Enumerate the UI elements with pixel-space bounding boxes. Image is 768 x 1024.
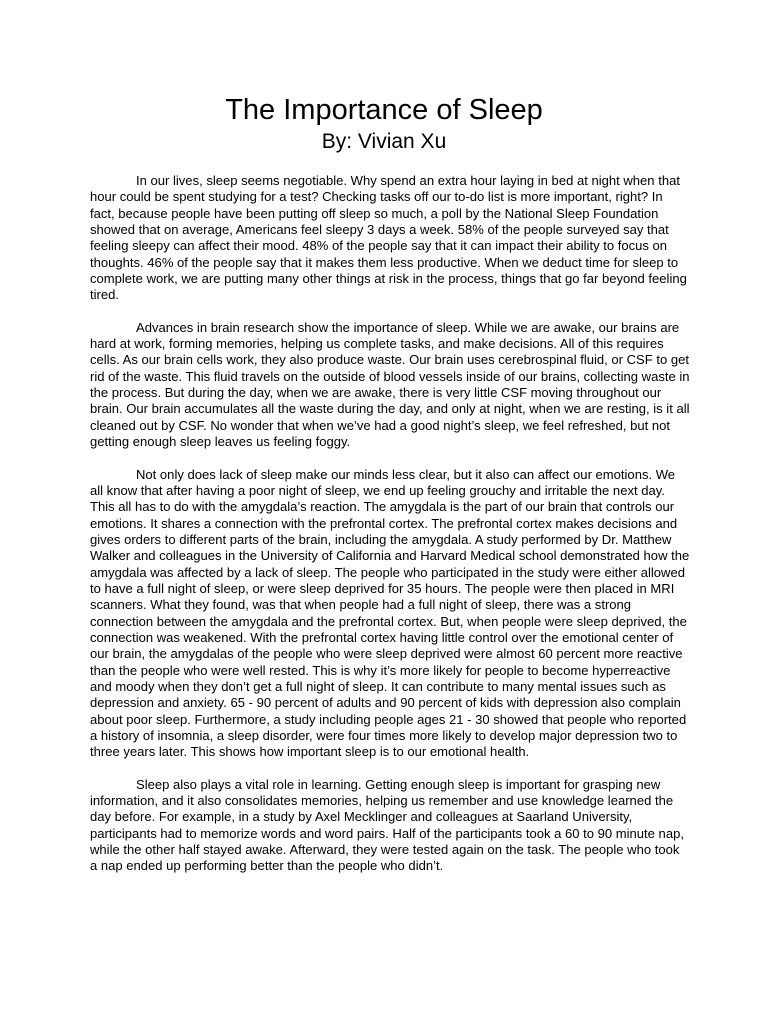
paragraph-intro: In our lives, sleep seems negotiable. Why spend an extra hour laying in bed at night when that hour could be spent studying for a test? Checking tasks off our to-do list is more important, right? In fact, because people have been putting off sleep so much, a poll by the National Sleep Foundation showed that on average, Americans feel sleepy 3 days a week. 58% of the people surveyed say that feeling sleepy can affect their mood. 48% of the people say that it can impact their ability to focus on thoughts. 46% of the people say that it makes them less productive. When we deduct time for sleep to complete work, we are putting many other things at risk in the process, things that go far beyond feeling tired. [90, 173, 687, 303]
document-body [90, 173, 690, 891]
document-author: By: Vivian Xu [321, 130, 447, 153]
paragraph-emotions: Not only does lack of sleep make our minds less clear, but it also can affect our emotions. We all know that after having a poor night of sleep, we end up feeling grouchy and irritable the next day. This all has to do with the amygdala’s reaction. The amygdala is the part of our brain that controls our emotions. It shares a connection with the prefrontal cortex. The prefrontal cortex makes decisions and gives orders to different parts of the brain, including the amygdala. A study performed by Dr. Matthew Walker and colleagues in the University of California and Harvard Medical school demonstrated how the amygdala was affected by a lack of sleep. The people who participated in the study were either allowed to have a full night of sleep, or were sleep deprived for 35 hours. The people were then placed in MRI scanners. What they found, was that when people had a full night of sleep, there was a strong connection between the amygdala and the prefrontal cortex. But, when people were sleep deprived, the connection was weakened. With the prefrontal cortex having little control over the emotional center of our brain, the amygdalas of the people who were sleep deprived were almost 60 percent more reactive than the people who were well rested. This is why it’s more likely for people to become hyperreactive and moody when they don’t get a full night of sleep. It can contribute to many mental issues such as depression and anxiety. 65 - 90 percent of adults and 90 percent of kids with depression also complain about poor sleep. Furthermore, a study including people ages 21 - 30 showed that people who reported a history of insomnia, a sleep disorder, were four times more likely to develop major depression two to three years later. This shows how important sleep is to our emotional health. [90, 466, 690, 760]
document-title: The Importance of Sleep [225, 94, 543, 126]
paragraph-learning: Sleep also plays a vital role in learning. Getting enough sleep is important for grasping new information, and it also consolidates memories, helping us remember and use knowledge learned the day before. For example, in a study by Axel Mecklinger and colleagues at Saarland University, participants had to memorize words and word pairs. Half of the participants took a 60 to 90 minute nap, while the other half stayed awake. Afterward, they were tested again on the task. The people who took a nap ended up performing better than the people who didn’t. [90, 776, 684, 874]
paragraph-brain-research: Advances in brain research show the importance of sleep. While we are awake, our brains are hard at work, forming memories, helping us complete tasks, and make decisions. All of this requires cells. As our brain cells work, they also produce waste. Our brain uses cerebrospinal fluid, or CSF to get rid of the waste. This fluid travels on the outside of blood vessels inside of our brains, collecting waste in the process. But during the day, when we are awake, there is very little CSF moving throughout our brain. Our brain accumulates all the waste during the day, and only at night, when we are resting, is it all cleaned out by CSF. No wonder that when we’ve had a good night’s sleep, we feel refreshed, but not getting enough sleep leaves us feeling foggy. [90, 319, 690, 450]
